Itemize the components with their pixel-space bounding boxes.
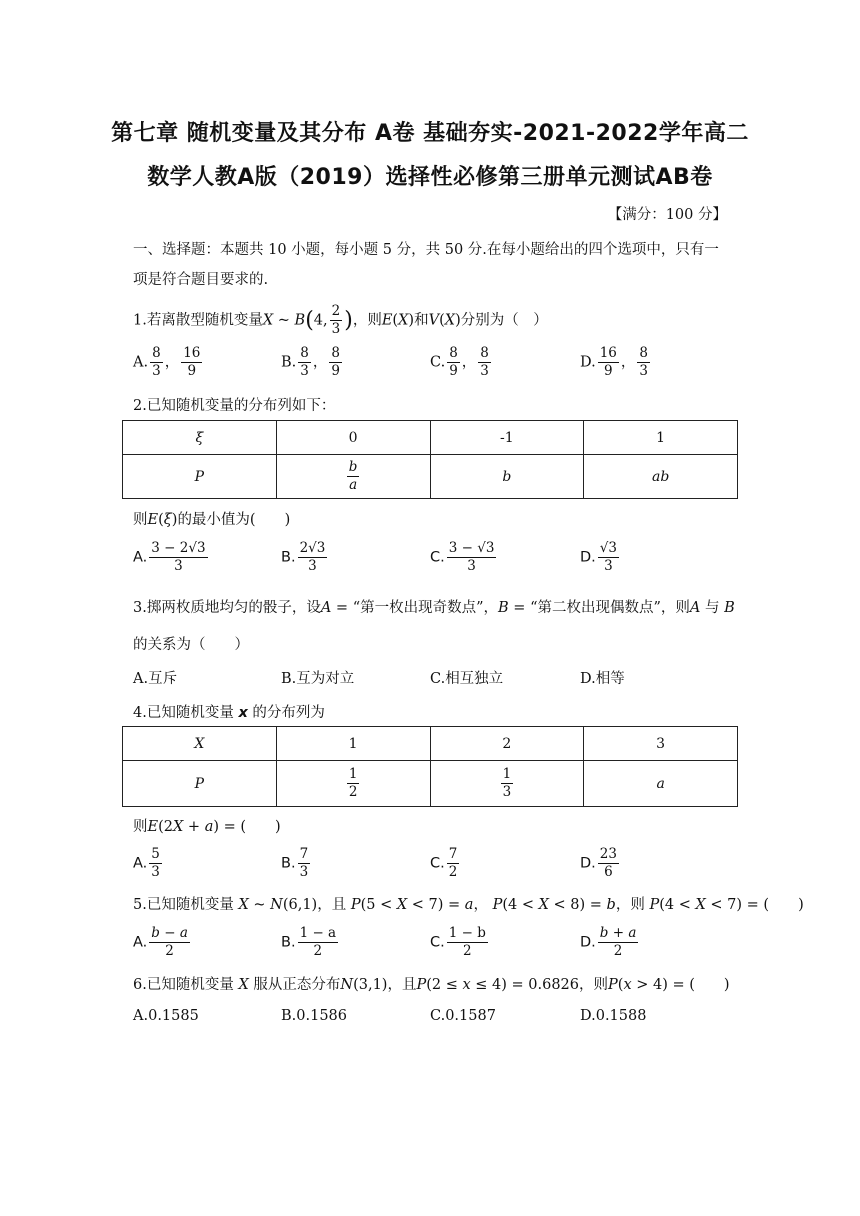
table-cell: $\frac{1}{3}$ [430, 761, 584, 807]
question-2-stem: 2.已知随机变量的分布列如下： [133, 398, 336, 414]
table-cell: 1 [584, 421, 738, 455]
table-cell: ξ [123, 421, 277, 455]
doc-title-line1: 第七章 随机变量及其分布 A卷 基础夯实-2021-2022学年高二 [111, 121, 749, 146]
q5-option-a: A. $\frac{b - a}{2}$ [133, 925, 188, 959]
q6-option-a: A.0.1585 [133, 1008, 199, 1024]
section-heading-cont: 项是符合题目要求的. [133, 272, 269, 288]
q2-distribution-table [122, 420, 738, 499]
q6-option-c: C.0.1587 [430, 1008, 496, 1024]
question-4-stem: 4.已知随机变量 x 的分布列为 [133, 705, 325, 721]
q2-option-b: B. $\frac{2√3}{3}$ [281, 540, 326, 574]
q5-option-d: D. $\frac{b + a}{2}$ [580, 925, 637, 959]
q1-option-c: C. $\frac{8}{9}$ ， $\frac{8}{3}$ [430, 345, 489, 379]
table-cell: P [123, 761, 277, 807]
q4-option-c: C. $\frac{7}{2}$ [430, 846, 458, 880]
question-1-stem: 1.若离散型随机变量X ~ B(4, $\frac{2}{3}$ )，则E(X)和V(X)分别为（ ） [133, 303, 548, 337]
q1-option-b: B. $\frac{8}{3}$ ， $\frac{8}{9}$ [281, 345, 340, 379]
q4-option-d: D. $\frac{23}{6}$ [580, 846, 617, 880]
q3-option-a: A.互斥 [133, 671, 178, 687]
question-3-stem: 3.掷两枚质地均匀的骰子，设A = “第一枚出现奇数点”，B = “第二枚出现偶数点”，则A 与 B [133, 600, 735, 616]
q6-option-d: D.0.1588 [580, 1008, 647, 1024]
full-score: 【满分：100 分】 [607, 207, 727, 223]
q2-option-d: D. $\frac{√3}{3}$ [580, 540, 617, 574]
table-cell: b [430, 455, 584, 499]
table-cell: a [584, 761, 738, 807]
section-heading: 一、选择题：本题共 10 小题，每小题 5 分，共 50 分.在每小题给出的四个选项中，只有一 [133, 242, 719, 258]
table-cell: P [123, 455, 277, 499]
q4-option-b: B. $\frac{7}{3}$ [281, 846, 309, 880]
table-cell: $\frac{b}{a}$ [276, 455, 430, 499]
question-5-stem: 5.已知随机变量 X ~ N(6,1)，且 P(5 < X < 7) = a， P(4 < X < 8) = b，则 P(4 < X < 7) = ( ) [133, 897, 804, 913]
table-cell: 1 [276, 727, 430, 761]
q4-ask: 则E(2X + a) = ( ) [133, 819, 281, 835]
table-cell: X [123, 727, 277, 761]
q5-option-c: C. $\frac{1 - b}{2}$ [430, 925, 486, 959]
q3-option-c: C.相互独立 [430, 671, 504, 687]
question-3-stem-cont: 的关系为（ ） [133, 637, 249, 653]
table-cell: -1 [430, 421, 584, 455]
table-cell: 0 [276, 421, 430, 455]
table-cell: 3 [584, 727, 738, 761]
q2-ask: 则E(ξ)的最小值为( ) [133, 512, 291, 528]
q2-option-c: C. $\frac{3 - √3}{3}$ [430, 540, 495, 574]
q3-option-b: B.互为对立 [281, 671, 355, 687]
q1-option-a: A. $\frac{8}{3}$ ， $\frac{16}{9}$ [133, 345, 201, 379]
q1-option-d: D. $\frac{16}{9}$ ， $\frac{8}{3}$ [580, 345, 648, 379]
table-cell: $\frac{1}{2}$ [276, 761, 430, 807]
table-cell: ab [584, 455, 738, 499]
doc-title-line2: 数学人教A版（2019）选择性必修第三册单元测试AB卷 [147, 165, 713, 190]
q4-distribution-table [122, 726, 738, 807]
question-6-stem: 6.已知随机变量 X 服从正态分布N(3,1)，且P(2 ≤ x ≤ 4) = 0.6826，则P(x > 4) = ( ) [133, 977, 730, 993]
q3-option-d: D.相等 [580, 671, 625, 687]
table-cell: 2 [430, 727, 584, 761]
q4-option-a: A. $\frac{5}{3}$ [133, 846, 160, 880]
q6-option-b: B.0.1586 [281, 1008, 348, 1024]
q2-option-a: A. $\frac{3 - 2√3}{3}$ [133, 540, 206, 574]
q5-option-b: B. $\frac{1 - a}{2}$ [281, 925, 337, 959]
